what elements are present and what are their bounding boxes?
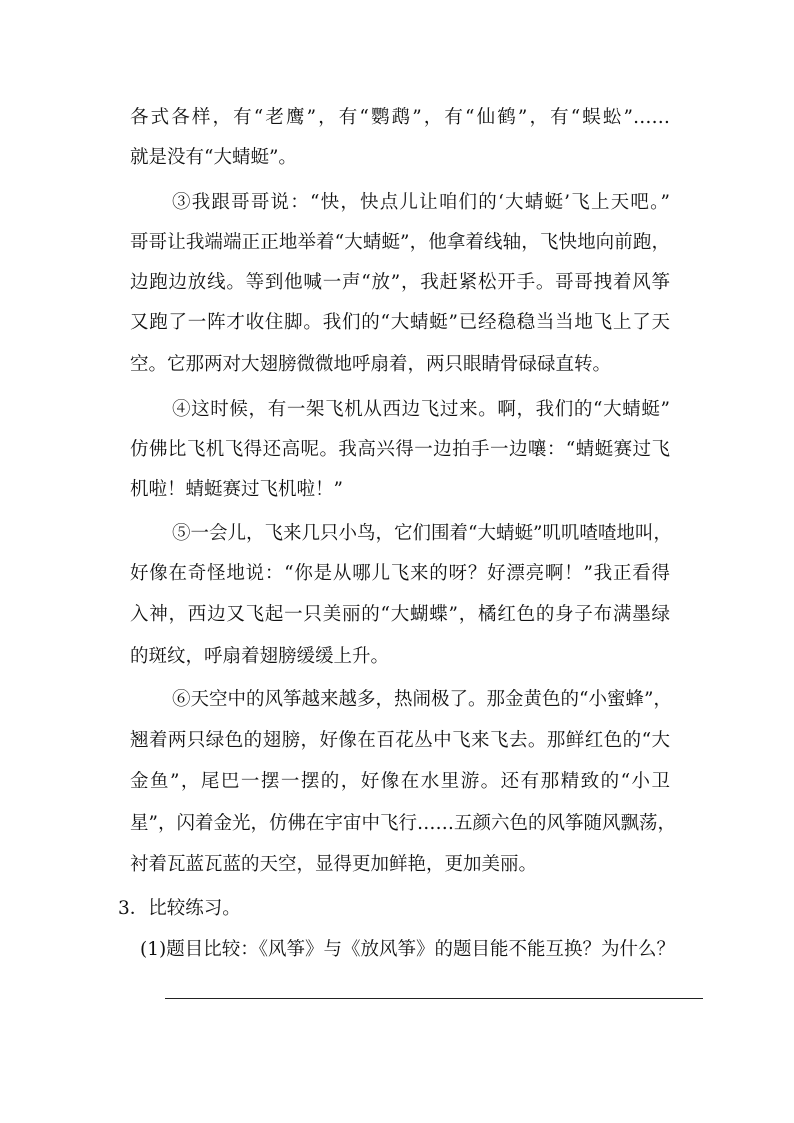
paragraph-3-line-3: 边跑边放线。等到他喊一声“放”，我赶紧松开手。哥哥拽着风筝 [130, 272, 670, 293]
answer-line[interactable] [165, 998, 703, 999]
paragraph-6-line-1: ⑥天空中的风筝越来越多，热闹极了。那金黄色的“小蜜蜂”， [172, 689, 672, 710]
paragraph-4-line-2: 仿佛比飞机飞得还高呢。我高兴得一边拍手一边嚷：“蜻蜓赛过飞 [130, 439, 670, 460]
paragraph-3-line-5: 空。它那两对大翅膀微微地呼扇着，两只眼睛骨碌碌直转。 [130, 354, 612, 375]
paragraph-3-line-4: 又跑了一阵才收住脚。我们的“大蜻蜓”已经稳稳当当地飞上了天 [130, 312, 670, 333]
paragraph-6-line-3: 金鱼”，尾巴一摆一摆的，好像在水里游。还有那精致的“小卫 [130, 771, 670, 792]
paragraph-3-line-1: ③我跟哥哥说：“快，快点儿让咱们的‘大蜻蜓’飞上天吧。” [172, 192, 670, 213]
paragraph-6-line-2: 翘着两只绿色的翅膀，好像在百花丛中飞来飞去。那鲜红色的“大 [130, 730, 670, 751]
paragraph-6-line-4: 星”，闪着金光，仿佛在宇宙中飞行……五颜六色的风筝随风飘荡， [130, 813, 676, 834]
passage-line-1: 各式各样，有“老鹰”，有“鹦鹉”，有“仙鹤”，有“蜈蚣”…… [130, 107, 670, 128]
paragraph-5-line-3: 入神，西边又飞起一只美丽的“大蝴蝶”，橘红色的身子布满墨绿 [130, 604, 670, 625]
paragraph-3-line-2: 哥哥让我端端正正地举着“大蜻蜓”，他拿着线轴，飞快地向前跑， [130, 232, 670, 253]
question-1: (1)题目比较：《风筝》与《放风筝》的题目能不能互换？为什么？ [140, 939, 675, 960]
paragraph-5-line-1: ⑤一会儿，飞来几只小鸟，它们围着“大蜻蜓”叽叽喳喳地叫， [172, 523, 672, 544]
paragraph-4-line-3: 机啦！蜻蜓赛过飞机啦！” [130, 479, 343, 500]
passage-line-2: 就是没有“大蜻蜓”。 [130, 147, 297, 168]
paragraph-5-line-4: 的斑纹，呼扇着翅膀缓缓上升。 [130, 646, 390, 667]
exercise-heading: 3．比较练习。 [118, 898, 241, 919]
paragraph-6-line-5: 衬着瓦蓝瓦蓝的天空，显得更加鲜艳，更加美丽。 [130, 854, 538, 875]
paragraph-4-line-1: ④这时候，有一架飞机从西边飞过来。啊，我们的“大蜻蜓” [172, 399, 670, 420]
paragraph-5-line-2: 好像在奇怪地说：“你是从哪儿飞来的呀？好漂亮啊！”我正看得 [130, 563, 670, 584]
